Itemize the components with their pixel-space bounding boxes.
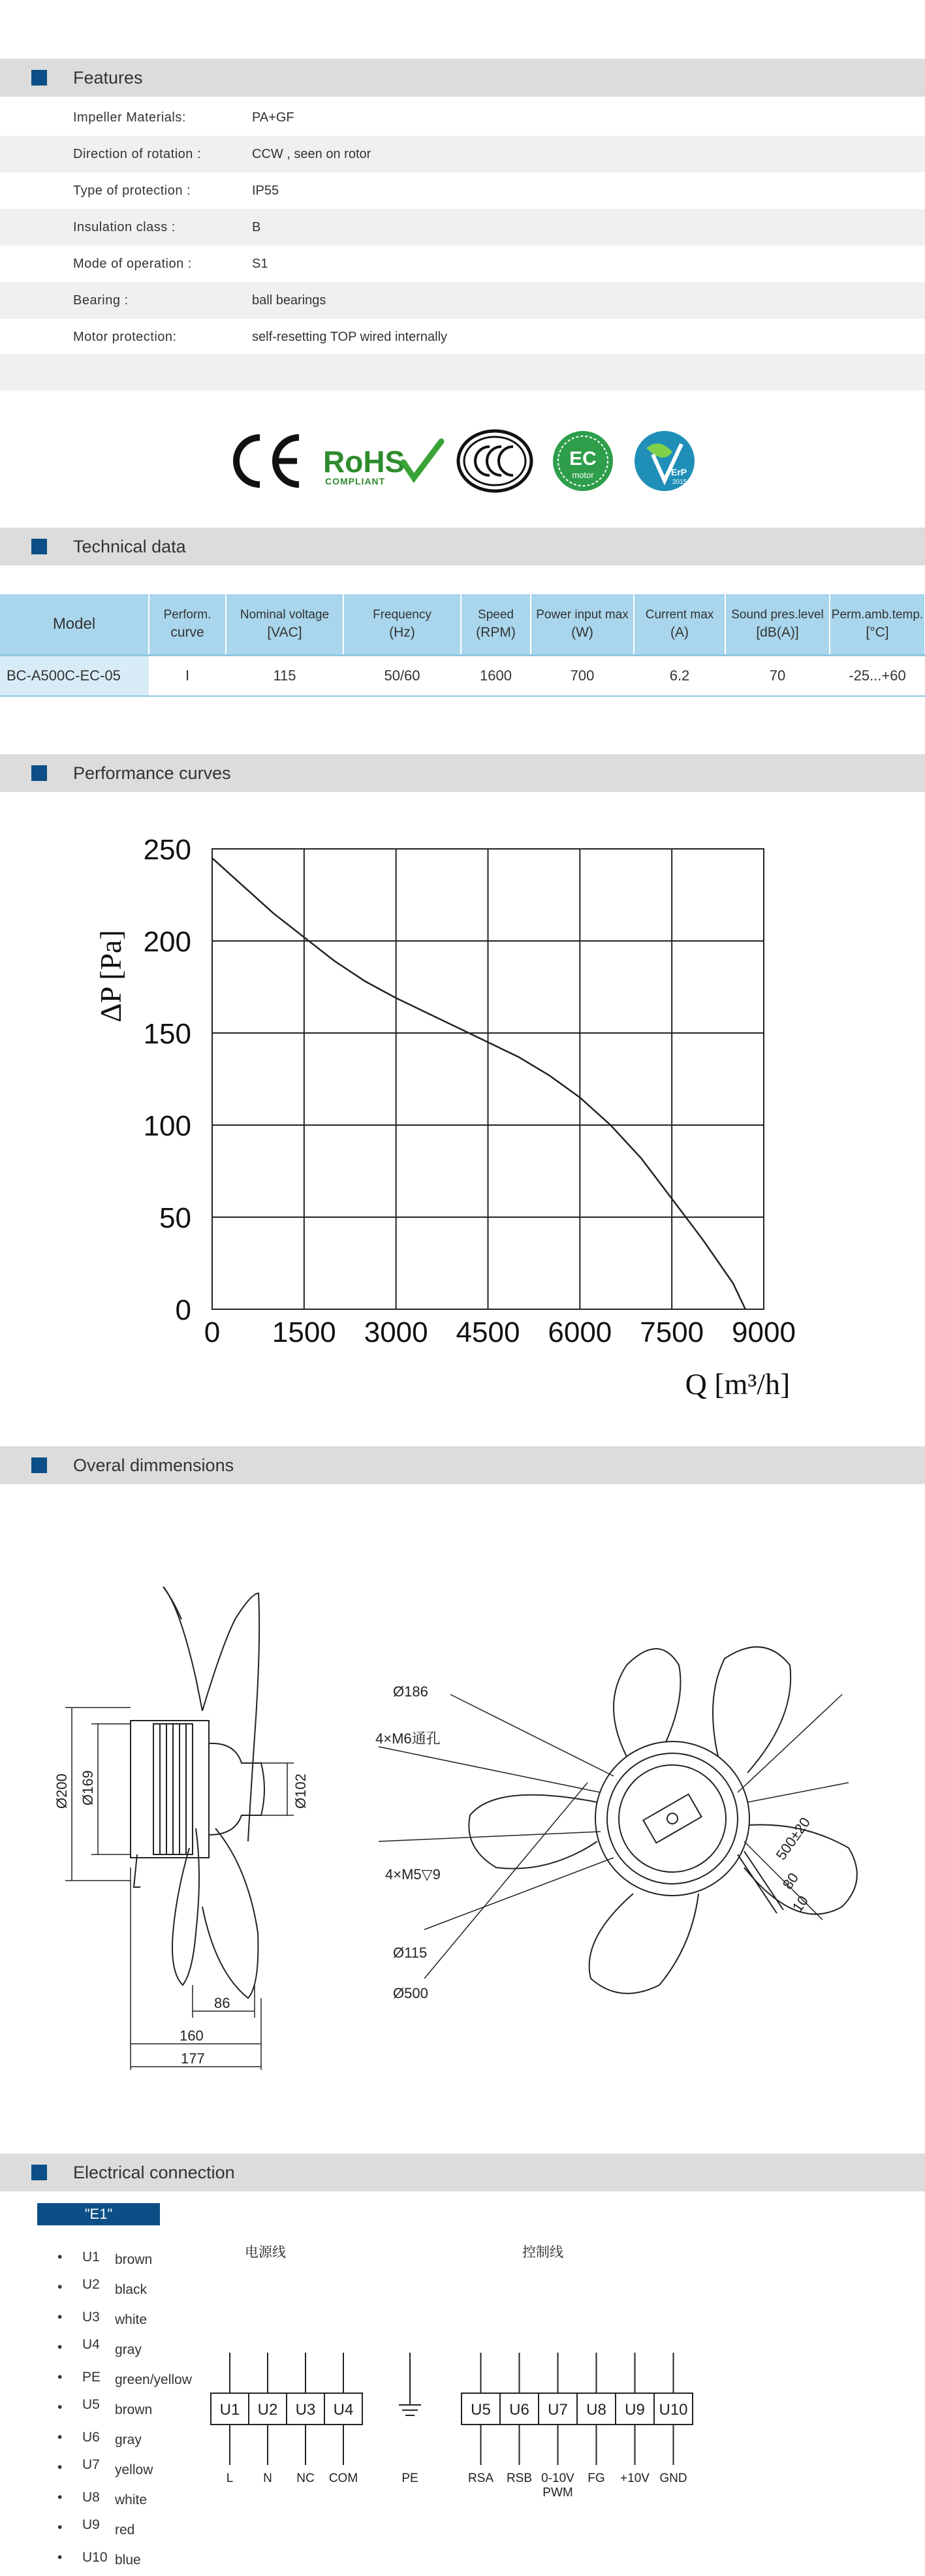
terminal-label: U6 [509,2401,529,2419]
technical-data-table [0,594,925,697]
feature-row [0,209,925,246]
section-marker-icon [31,1457,47,1473]
ccc-mark-icon [458,431,531,491]
power-wire-title: 电源线 [245,2245,286,2260]
table-cell: 50/60 [343,656,461,697]
technical-data-header [0,528,925,565]
table-cell: -25...+60 [830,656,925,697]
svg-text:2015: 2015 [672,479,687,486]
legend-bullet: • [57,2520,63,2535]
svg-text:177: 177 [181,2050,205,2067]
svg-text:500±20: 500±20 [772,1814,814,1863]
y-axis-label: ΔP [Pa] [94,930,127,1023]
legend-color: yellow [115,2462,153,2477]
section-marker-icon [31,539,47,554]
section-title: Overal dimmensions [73,1455,234,1475]
legend-bullet: • [57,2340,63,2355]
header-line-2: curve [170,625,204,640]
dimensions-header [0,1446,925,1484]
legend-bullet: • [57,2490,63,2505]
svg-text:COMPLIANT: COMPLIANT [325,476,386,486]
legend-color: gray [115,2342,142,2357]
legend-bullet: • [57,2430,63,2445]
table-header-cell [149,594,226,656]
table-header-cell [531,594,634,656]
legend-code: U7 [82,2457,100,2472]
control-wire-title: 控制线 [522,2245,563,2260]
terminal-label: U3 [295,2401,316,2419]
feature-row [0,282,925,319]
legend-code: U6 [82,2430,100,2445]
svg-text:motor: motor [572,470,594,480]
signal-label: 0-10V [541,2472,574,2485]
table-cell: I [149,656,226,697]
svg-text:EC: EC [569,448,597,469]
terminal-label: U8 [586,2401,606,2419]
svg-text:Ø500: Ø500 [393,1985,428,2001]
chart-grid [212,849,764,1309]
table-header-row [0,594,925,656]
legend-color: black [115,2282,148,2297]
header-line-2: [VAC] [267,625,302,640]
legend-bullet: • [57,2460,63,2475]
svg-text:Ø186: Ø186 [393,1683,428,1700]
feature-row [0,99,925,136]
header-line-2: (Hz) [389,625,415,640]
signal-label: PE [401,2472,418,2485]
rohs-logo-icon [323,441,441,486]
header-line-1: Current max [645,608,714,622]
feature-row [0,319,925,355]
table-cell: 115 [226,656,343,697]
feature-key: Bearing : [73,293,129,308]
feature-key: Direction of rotation : [73,147,202,161]
table-cell: 70 [725,656,830,697]
legend-bullet: • [57,2310,63,2325]
performance-curves-header [0,754,925,792]
wiring-diagram [0,2233,925,2573]
x-tick-label: 3000 [364,1316,428,1348]
x-tick-label: 1500 [272,1316,336,1348]
legend-color: gray [115,2432,142,2447]
terminal-label: U4 [333,2401,354,2419]
legend-color: brown [115,2402,153,2417]
legend-bullet: • [57,2370,63,2385]
legend-bullet: • [57,2250,63,2265]
legend-color: green/yellow [115,2372,192,2387]
table-cell: 1600 [461,656,531,697]
cert-logos [0,418,925,496]
legend-code: U2 [82,2277,100,2292]
legend-bullet: • [57,2400,63,2415]
header-line-1: Model [52,615,96,633]
certifications [0,418,925,496]
y-tick-label: 100 [143,1110,191,1142]
table-cell: BC-A500C-EC-05 [0,656,149,697]
legend-bullet: • [57,2550,63,2565]
feature-key: Type of protection : [73,183,191,198]
y-tick-label: 0 [175,1294,191,1326]
feature-row [0,136,925,172]
legend-bullet: • [57,2280,63,2295]
performance-curve-line [212,858,745,1309]
svg-text:Ø169: Ø169 [80,1770,96,1805]
terminal-label: U9 [625,2401,645,2419]
legend-code: U10 [82,2550,108,2565]
y-tick-label: 250 [143,834,191,866]
legend-code: PE [82,2370,101,2385]
feature-value: CCW , seen on rotor [252,147,371,161]
dimension-drawings [0,1567,925,2096]
header-line-2: [dB(A)] [756,625,799,640]
signal-label: PWM [542,2486,573,2500]
svg-text:ErP: ErP [671,467,687,477]
table-header-cell [0,594,149,656]
legend-code: U9 [82,2517,100,2532]
signal-label: +10V [620,2472,650,2485]
svg-text:Ø200: Ø200 [54,1773,70,1809]
x-tick-label: 0 [204,1316,221,1348]
y-tick-label: 50 [159,1202,191,1234]
x-axis-label: Q [m³/h] [685,1367,791,1401]
signal-label: RSA [467,2472,494,2485]
svg-text:RoHS: RoHS [323,445,405,479]
table-header-cell [725,594,830,656]
header-line-1: Speed [478,608,514,622]
section-title: Technical data [73,537,186,556]
features-header [0,59,925,97]
feature-row [0,246,925,282]
feature-value: ball bearings [252,293,326,308]
svg-text:4×M6通孔: 4×M6通孔 [375,1730,441,1747]
svg-text:Ø102: Ø102 [292,1773,309,1809]
legend-color: white [115,2492,148,2507]
signal-label: N [263,2472,272,2485]
electrical-connection-header [0,2154,925,2191]
svg-text:Ø115: Ø115 [393,1945,428,1961]
header-line-2: (A) [670,625,689,640]
section-marker-icon [31,70,47,86]
y-tick-label: 150 [143,1018,191,1050]
signal-label: COM [328,2472,358,2485]
ec-motor-badge-icon [553,431,613,491]
signal-label: RSB [506,2472,533,2485]
features-footer-band [0,354,925,390]
table-header-cell [634,594,725,656]
terminal-label: U5 [471,2401,491,2419]
terminal-label: U1 [219,2401,240,2419]
header-line-1: Power input max [536,608,629,622]
header-line-1: Nominal voltage [240,608,330,622]
table-cell: 6.2 [634,656,725,697]
terminal-label: U10 [659,2401,688,2419]
feature-row [0,172,925,209]
legend-color: red [115,2522,135,2537]
legend-color: white [115,2312,148,2327]
side-view-labels [54,1770,309,2067]
x-tick-label: 7500 [640,1316,704,1348]
svg-text:86: 86 [214,1995,230,2011]
signal-label: NC [296,2472,315,2485]
feature-key: Insulation class : [73,220,176,234]
signal-label: L [226,2472,234,2485]
feature-value: S1 [252,257,268,271]
legend-code: U1 [82,2250,100,2265]
x-tick-label: 4500 [456,1316,520,1348]
feature-value: PA+GF [252,110,294,125]
legend-code: U8 [82,2490,100,2505]
front-view-labels [375,1683,813,2001]
section-title: Electrical connection [73,2163,235,2182]
table-header-cell [226,594,343,656]
performance-chart [0,803,925,1417]
feature-key: Impeller Materials: [73,110,186,125]
header-line-1: Perform. [163,608,212,622]
side-view-drawing [131,1587,264,1998]
legend-code: U3 [82,2310,100,2325]
legend-color: blue [115,2552,141,2568]
feature-value: IP55 [252,183,279,198]
svg-text:4×M5▽9: 4×M5▽9 [385,1866,441,1883]
y-tick-label: 200 [143,926,191,958]
feature-value: B [252,220,261,234]
section-title: Features [73,68,143,87]
signal-label: GND [659,2472,687,2485]
x-tick-label: 9000 [732,1316,796,1348]
table-row [0,656,925,697]
section-marker-icon [31,765,47,781]
feature-key: Mode of operation : [73,257,192,271]
header-line-2: [°C] [866,625,889,640]
x-tick-label: 6000 [548,1316,612,1348]
svg-text:10: 10 [789,1892,812,1915]
svg-text:160: 160 [180,2027,204,2044]
ce-mark-icon [236,437,299,485]
table-header-cell [461,594,531,656]
legend-code: U4 [82,2337,100,2352]
feature-key: Motor protection: [73,330,177,344]
header-line-2: (RPM) [476,625,516,640]
header-line-2: (W) [571,625,593,640]
front-view-leaders [379,1694,849,1979]
section-marker-icon [31,2165,47,2180]
feature-value: self-resetting TOP wired internally [252,330,448,344]
table-header-cell [830,594,925,656]
terminal-label: U2 [257,2401,278,2419]
svg-text:80: 80 [779,1869,802,1892]
terminal-label: U7 [548,2401,568,2419]
table-header-cell [343,594,461,656]
erp-badge-icon [635,431,695,491]
section-title: Performance curves [73,763,231,783]
header-line-1: Perm.amb.temp. [831,608,924,622]
legend-color: brown [115,2252,153,2267]
legend-code: U5 [82,2397,100,2412]
header-line-1: Sound pres.level [731,608,824,622]
table-cell: 700 [531,656,634,697]
wiring-tag: "E1" [37,2203,160,2225]
header-line-1: Frequency [373,608,431,622]
signal-label: FG [588,2472,605,2485]
